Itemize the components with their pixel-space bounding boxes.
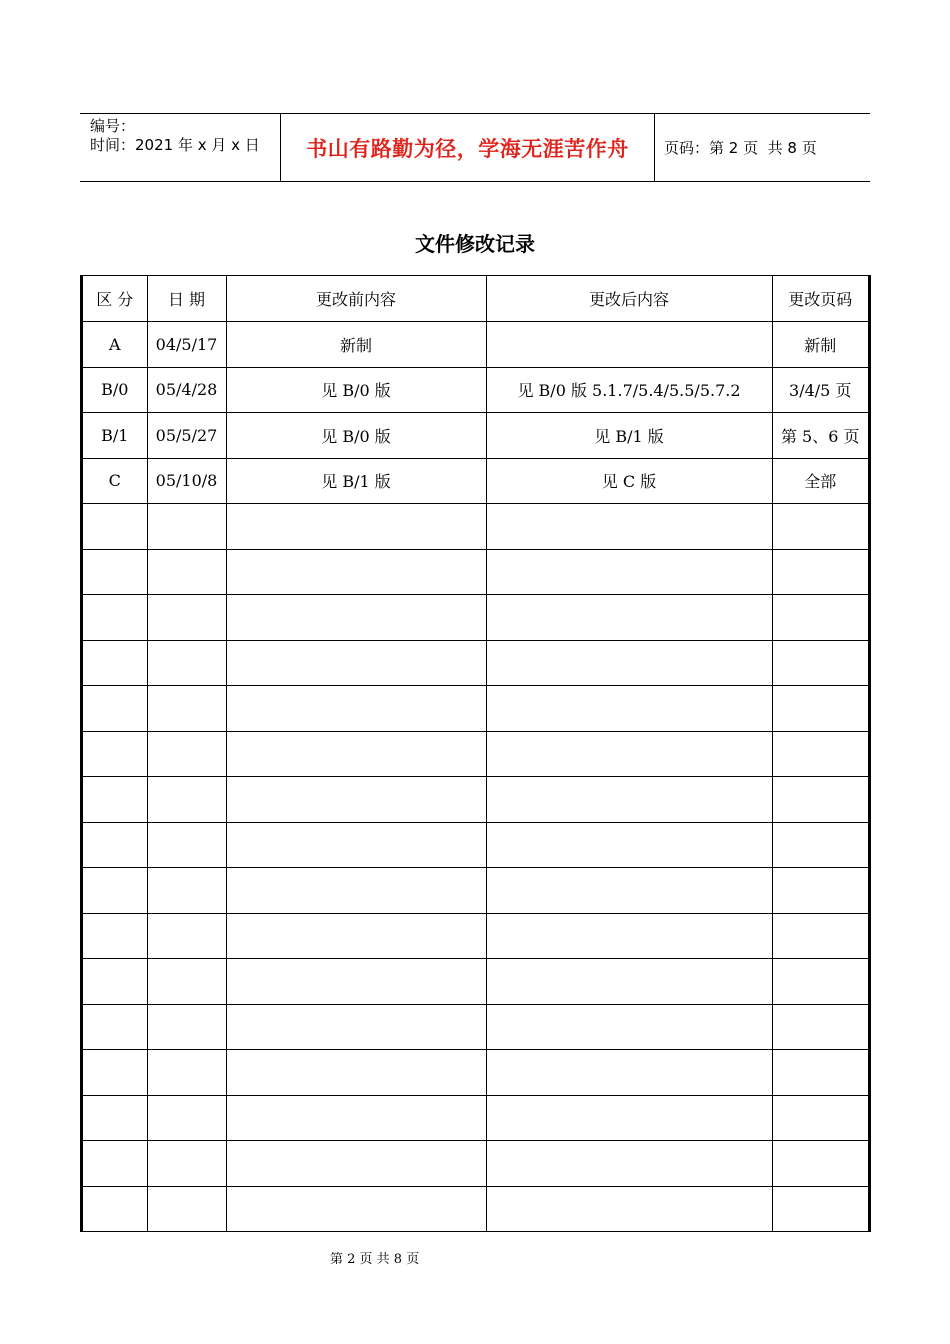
cell-date xyxy=(147,686,226,732)
table-row xyxy=(83,868,868,914)
cell-after-change xyxy=(486,822,772,868)
cell-after-change xyxy=(486,1186,772,1232)
cell-section xyxy=(83,822,147,868)
cell-date xyxy=(147,868,226,914)
cell-date xyxy=(147,777,226,823)
cell-changed-pages xyxy=(772,549,868,595)
cell-changed-pages xyxy=(772,777,868,823)
cell-after-change xyxy=(486,322,772,368)
document-title: 文件修改记录 xyxy=(415,232,535,256)
cell-date xyxy=(147,595,226,641)
cell-section xyxy=(83,686,147,732)
cell-after-change: 见 B/1 版 xyxy=(486,413,772,459)
cell-changed-pages xyxy=(772,1050,868,1096)
cell-date: 05/10/8 xyxy=(147,458,226,504)
cell-date xyxy=(147,1186,226,1232)
cell-after-change xyxy=(486,777,772,823)
cell-date: 04/5/17 xyxy=(147,322,226,368)
table-header-row xyxy=(83,276,868,322)
cell-changed-pages xyxy=(772,595,868,641)
cell-section xyxy=(83,595,147,641)
table-row xyxy=(83,913,868,959)
page-footer: 第 2 页 共 8 页 xyxy=(330,1252,420,1267)
cell-before-change xyxy=(226,504,486,550)
cell-section xyxy=(83,1186,147,1232)
cell-section xyxy=(83,868,147,914)
column-header-section: 区 分 xyxy=(83,276,147,322)
revision-record-table xyxy=(80,275,871,1232)
table-row xyxy=(83,413,868,459)
cell-after-change: 见 B/0 版 5.1.7/5.4/5.5/5.7.2 xyxy=(486,367,772,413)
cell-changed-pages: 新制 xyxy=(772,322,868,368)
cell-section xyxy=(83,1050,147,1096)
table-row xyxy=(83,367,868,413)
table-row xyxy=(83,1004,868,1050)
table-row xyxy=(83,731,868,777)
cell-before-change xyxy=(226,686,486,732)
cell-before-change xyxy=(226,731,486,777)
cell-before-change: 见 B/0 版 xyxy=(226,367,486,413)
table-row xyxy=(83,1050,868,1096)
cell-date xyxy=(147,1004,226,1050)
cell-before-change xyxy=(226,1186,486,1232)
cell-after-change xyxy=(486,686,772,732)
cell-section xyxy=(83,549,147,595)
cell-before-change xyxy=(226,959,486,1005)
cell-date xyxy=(147,731,226,777)
table-row xyxy=(83,1186,868,1232)
cell-changed-pages xyxy=(772,822,868,868)
cell-before-change xyxy=(226,1141,486,1187)
cell-before-change xyxy=(226,777,486,823)
document-number-label: 编号： xyxy=(90,117,136,135)
cell-before-change xyxy=(226,868,486,914)
cell-after-change xyxy=(486,1004,772,1050)
cell-after-change xyxy=(486,640,772,686)
cell-section xyxy=(83,1004,147,1050)
cell-before-change xyxy=(226,549,486,595)
cell-before-change xyxy=(226,1050,486,1096)
cell-changed-pages xyxy=(772,1004,868,1050)
cell-changed-pages: 第 5、6 页 xyxy=(772,413,868,459)
table-row xyxy=(83,959,868,1005)
cell-before-change: 见 B/1 版 xyxy=(226,458,486,504)
cell-before-change xyxy=(226,822,486,868)
cell-before-change xyxy=(226,640,486,686)
table-row xyxy=(83,1095,868,1141)
cell-date xyxy=(147,640,226,686)
table-row xyxy=(83,640,868,686)
cell-date xyxy=(147,913,226,959)
cell-after-change: 见 C 版 xyxy=(486,458,772,504)
cell-changed-pages xyxy=(772,913,868,959)
table-row xyxy=(83,595,868,641)
cell-date xyxy=(147,504,226,550)
cell-changed-pages xyxy=(772,686,868,732)
cell-section xyxy=(83,504,147,550)
cell-date xyxy=(147,1050,226,1096)
cell-changed-pages: 全部 xyxy=(772,458,868,504)
cell-changed-pages xyxy=(772,1186,868,1232)
cell-date: 05/4/28 xyxy=(147,367,226,413)
cell-section xyxy=(83,1095,147,1141)
cell-date xyxy=(147,1141,226,1187)
cell-before-change xyxy=(226,913,486,959)
header-motto: 书山有路勤为径，学海无涯苦作舟 xyxy=(281,114,655,181)
cell-section xyxy=(83,777,147,823)
cell-section xyxy=(83,731,147,777)
document-header xyxy=(80,113,870,182)
cell-before-change xyxy=(226,595,486,641)
cell-after-change xyxy=(486,504,772,550)
table-row xyxy=(83,777,868,823)
cell-date xyxy=(147,959,226,1005)
cell-after-change xyxy=(486,959,772,1005)
cell-section: B/0 xyxy=(83,367,147,413)
cell-after-change xyxy=(486,731,772,777)
cell-after-change xyxy=(486,549,772,595)
cell-changed-pages xyxy=(772,504,868,550)
cell-changed-pages xyxy=(772,640,868,686)
document-time: 时间：2021 年 x 月 x 日 xyxy=(90,136,260,154)
cell-date: 05/5/27 xyxy=(147,413,226,459)
table-row xyxy=(83,504,868,550)
cell-before-change xyxy=(226,1004,486,1050)
cell-after-change xyxy=(486,1141,772,1187)
cell-changed-pages xyxy=(772,1141,868,1187)
table-row xyxy=(83,322,868,368)
cell-changed-pages xyxy=(772,868,868,914)
cell-changed-pages xyxy=(772,959,868,1005)
column-header-after-change: 更改后内容 xyxy=(486,276,772,322)
cell-before-change: 新制 xyxy=(226,322,486,368)
cell-date xyxy=(147,1095,226,1141)
cell-section: B/1 xyxy=(83,413,147,459)
cell-changed-pages: 3/4/5 页 xyxy=(772,367,868,413)
column-header-changed-pages: 更改页码 xyxy=(772,276,868,322)
cell-after-change xyxy=(486,1050,772,1096)
cell-after-change xyxy=(486,595,772,641)
cell-after-change xyxy=(486,1095,772,1141)
table-row xyxy=(83,458,868,504)
cell-section xyxy=(83,913,147,959)
cell-section xyxy=(83,640,147,686)
cell-section: C xyxy=(83,458,147,504)
header-meta xyxy=(80,114,281,181)
column-header-date: 日 期 xyxy=(147,276,226,322)
table-row xyxy=(83,686,868,732)
table-row xyxy=(83,549,868,595)
cell-section: A xyxy=(83,322,147,368)
table-row xyxy=(83,1141,868,1187)
table-row xyxy=(83,822,868,868)
cell-section xyxy=(83,1141,147,1187)
table-body xyxy=(83,322,868,1232)
cell-date xyxy=(147,549,226,595)
cell-after-change xyxy=(486,868,772,914)
column-header-before-change: 更改前内容 xyxy=(226,276,486,322)
cell-date xyxy=(147,822,226,868)
cell-changed-pages xyxy=(772,731,868,777)
cell-section xyxy=(83,959,147,1005)
cell-after-change xyxy=(486,913,772,959)
cell-changed-pages xyxy=(772,1095,868,1141)
cell-before-change: 见 B/0 版 xyxy=(226,413,486,459)
cell-before-change xyxy=(226,1095,486,1141)
header-page-info: 页码：第 2 页 共 8 页 xyxy=(664,139,817,157)
